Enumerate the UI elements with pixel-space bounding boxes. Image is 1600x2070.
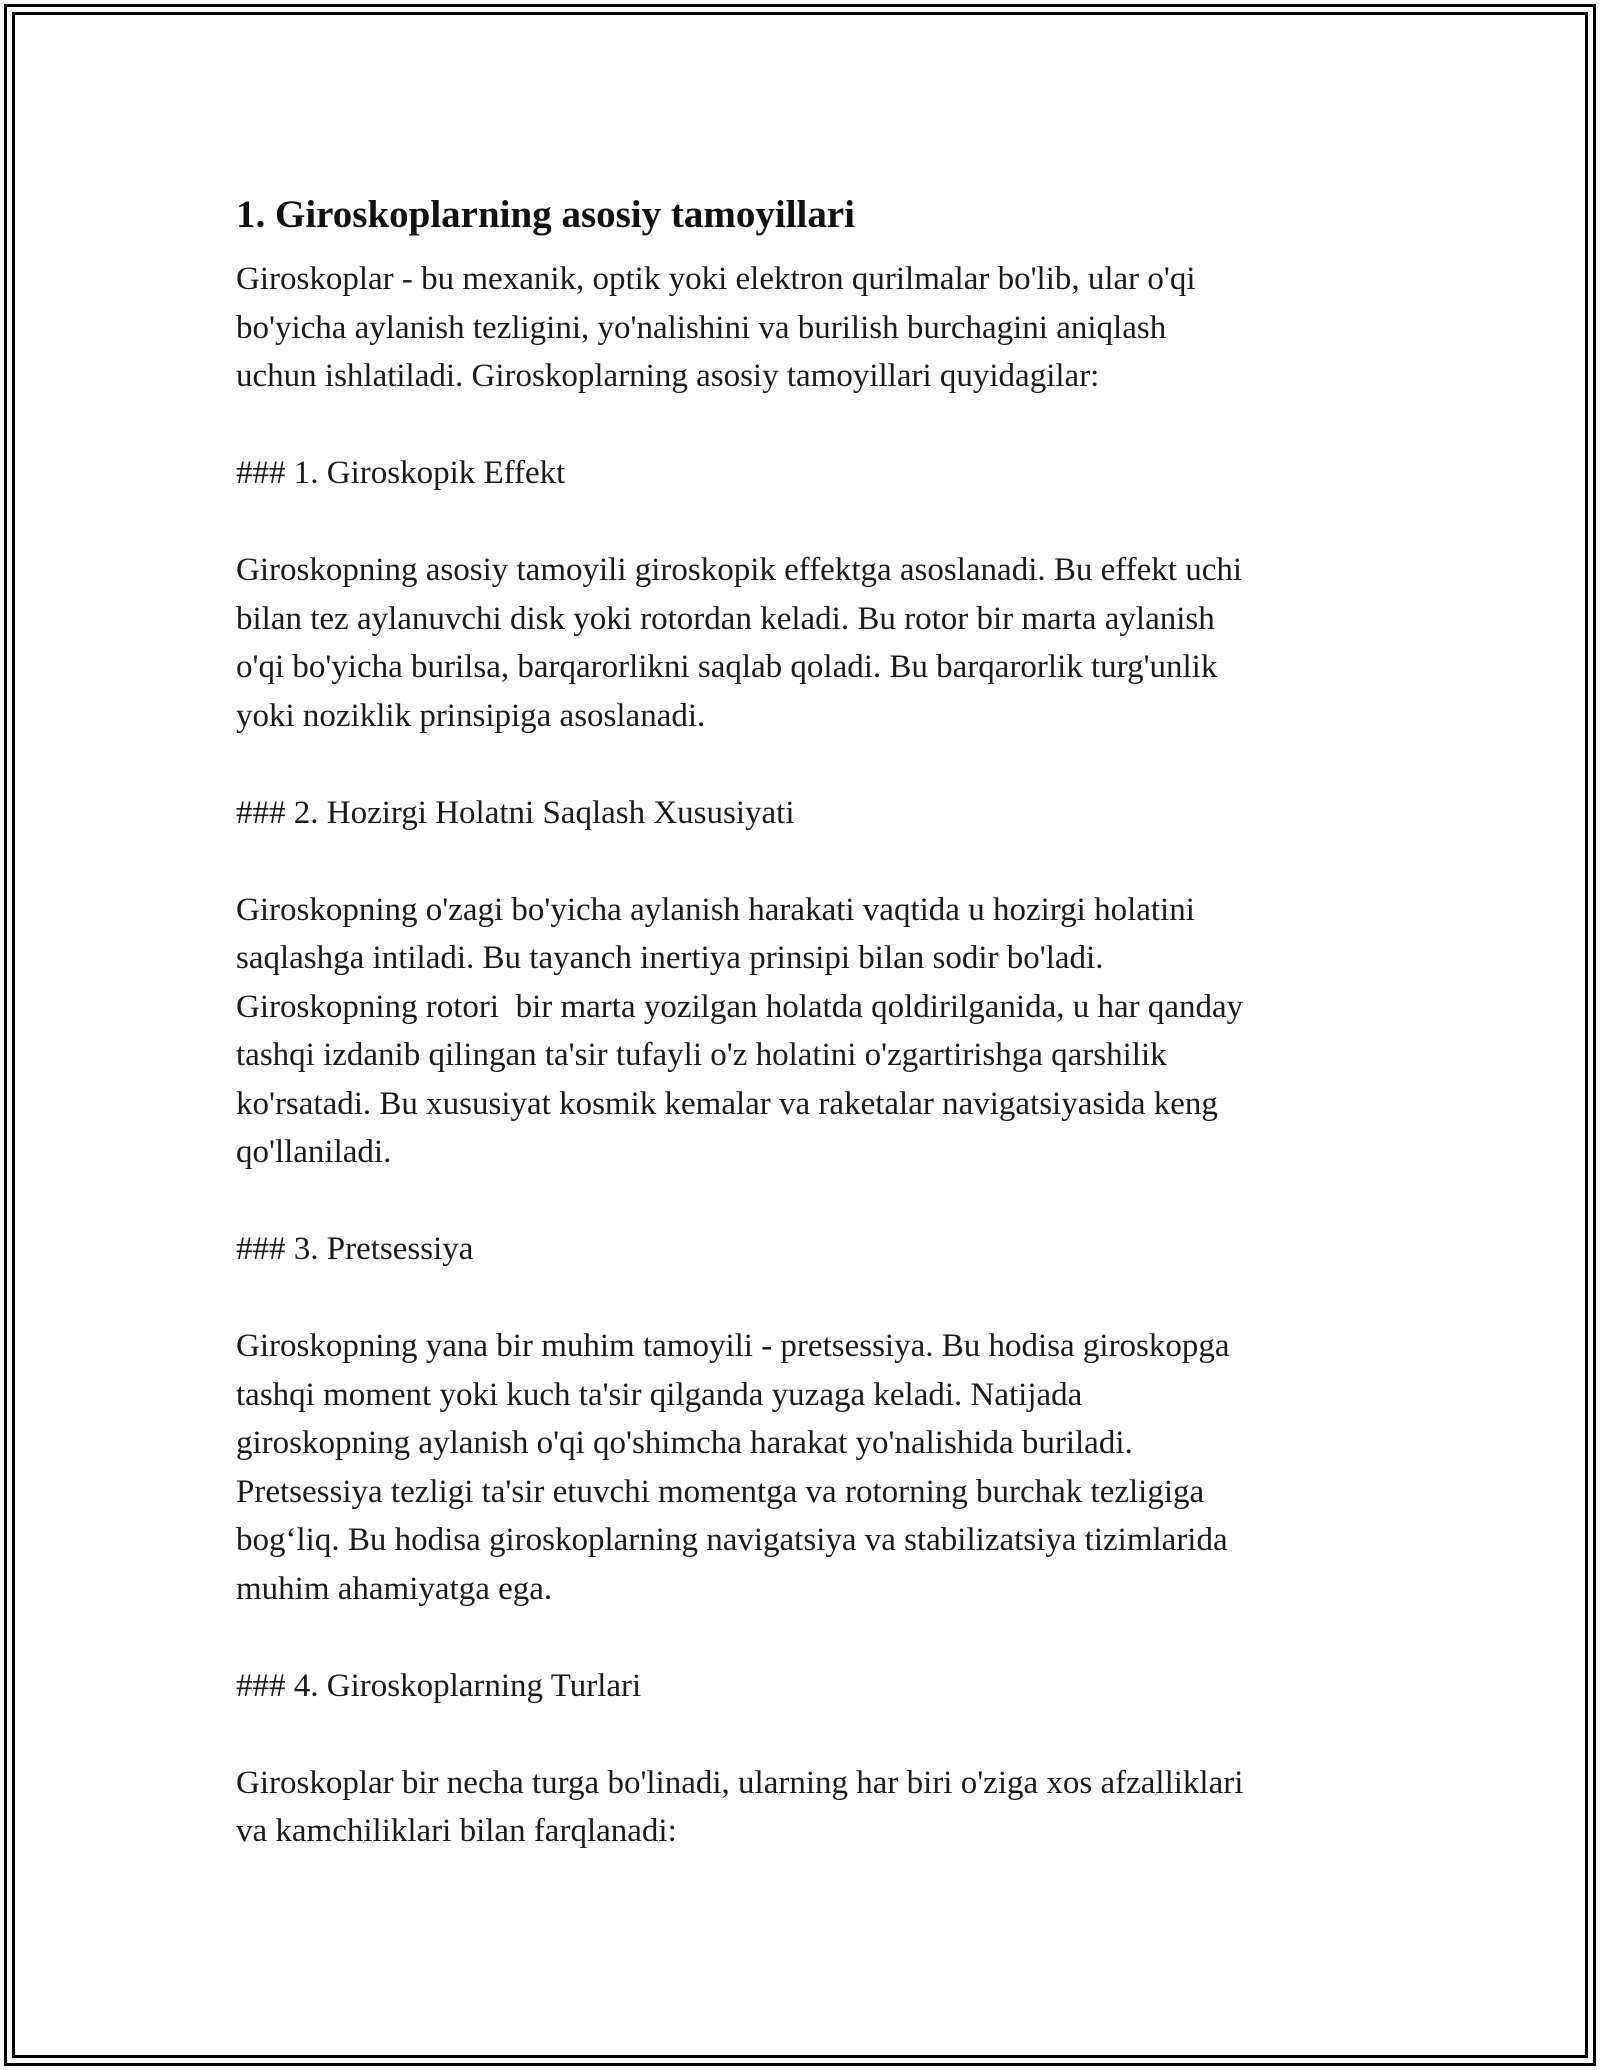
document-body (236, 185, 1356, 1856)
section-body-2: Giroskopning o'zagi bo'yicha aylanish harakati vaqtida u hozirgi holatini saqlashga intiladi. Bu tayanch inertiya prinsipi bilan sodir bo'ladi. Giroskopning rotori bir marta yozilgan holatda qoldirilganida, u har qanday tashqi izdanib qilingan ta'sir tufayli o'z holatini o'zgartirishga qarshilik ko'rsatadi. Bu xususiyat kosmik kemalar va raketalar navigatsiyasida keng qo'llaniladi. (236, 891, 1244, 1170)
section-heading-2: ### 2. Hozirgi Holatni Saqlash Xususiyati (236, 794, 795, 831)
document-title: 1. Giroskoplarning asosiy tamoyillari (236, 193, 856, 236)
section-body-1: Giroskopning asosiy tamoyili giroskopik effektga asoslanadi. Bu effekt uchi bilan tez aylanuvchi disk yoki rotordan keladi. Bu rotor bir marta aylanish o'qi bo'yicha burilsa, barqarorlikni saqlab qoladi. Bu barqarorlik turg'unlik yoki noziklik prinsipiga asoslanadi. (236, 552, 1243, 734)
section-heading-4: ### 4. Giroskoplarning Turlari (236, 1667, 642, 1704)
section-body-3: Giroskopning yana bir muhim tamoyili - pretsessiya. Bu hodisa giroskopga tashqi moment yoki kuch ta'sir qilganda yuzaga keladi. Natijada giroskopning aylanish o'qi qo'shimcha harakat yo'nalishida buriladi. Pretsessiya tezligi ta'sir etuvchi momentga va rotorning burchak tezligiga bog‘liq. Bu hodisa giroskoplarning navigatsiya va stabilizatsiya tizimlarida muhim ahamiyatga ega. (236, 1328, 1230, 1607)
section-heading-1: ### 1. Giroskopik Effekt (236, 455, 566, 491)
section-body-4: Giroskoplar bir necha turga bo'linadi, ularning har biri o'ziga xos afzalliklari va kamchiliklari bilan farqlanadi: (236, 1764, 1244, 1849)
intro-paragraph: Giroskoplar - bu mexanik, optik yoki elektron qurilmalar bo'lib, ular o'qi bo'yicha aylanish tezligini, yo'nalishini va burilish burchagini aniqlash uchun ishlatiladi. Giroskoplarning asosiy tamoyillari quyidagilar: (236, 261, 1196, 394)
section-heading-3: ### 3. Pretsessiya (236, 1231, 474, 1267)
